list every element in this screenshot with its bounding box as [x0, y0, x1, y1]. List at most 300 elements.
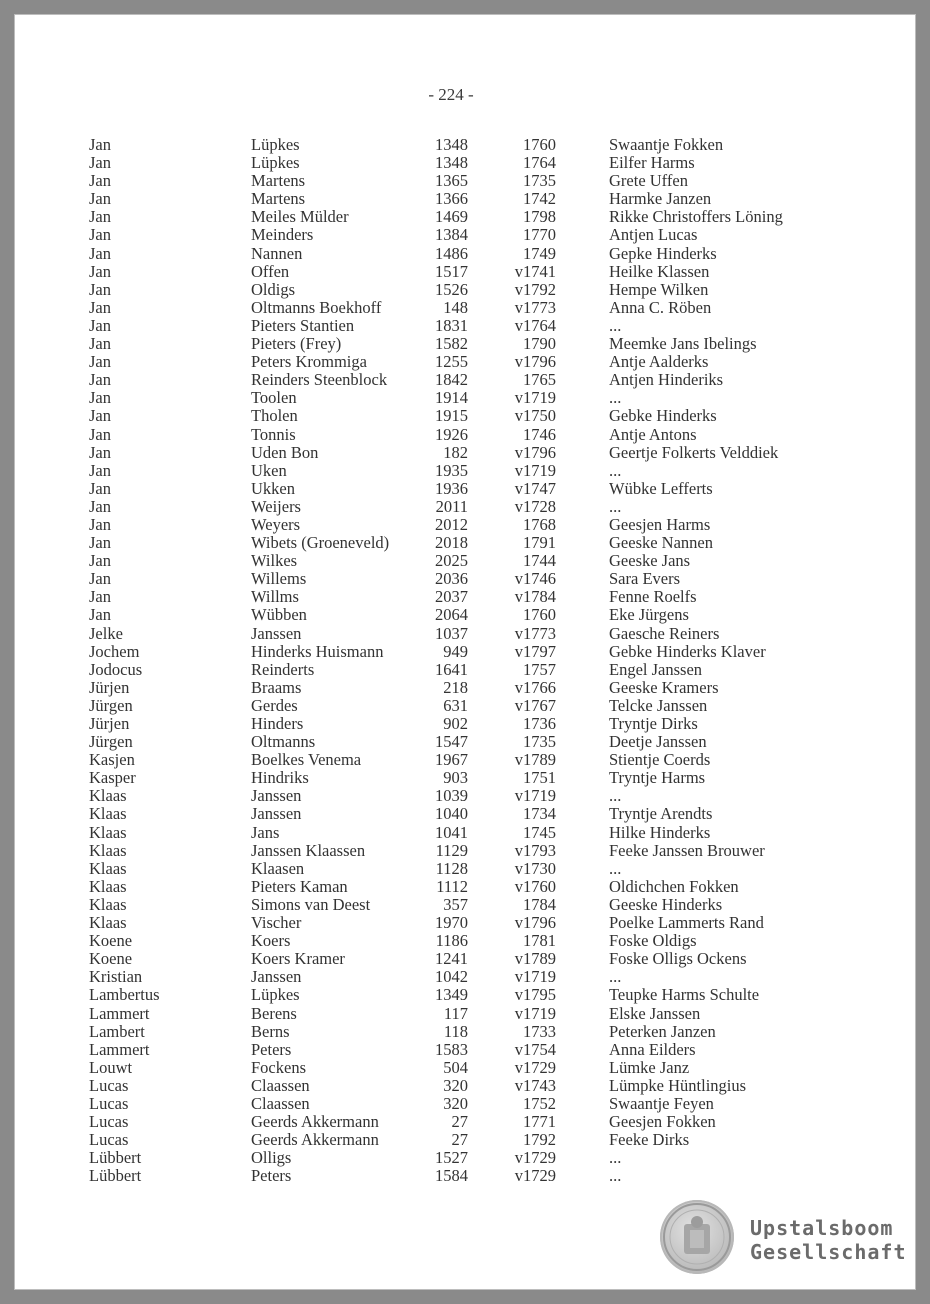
record-number: 1526 — [435, 279, 468, 299]
record-number: 2018 — [435, 533, 468, 553]
list-item — [14, 914, 916, 932]
first-name: Jan — [89, 569, 111, 589]
year: 1791 — [523, 533, 556, 553]
first-name: Jan — [89, 279, 111, 299]
list-item — [14, 208, 916, 226]
first-name: Jan — [89, 153, 111, 173]
first-name: Jan — [89, 460, 111, 480]
record-number: 182 — [443, 442, 468, 462]
list-item — [14, 570, 916, 588]
spouse-name: Heilke Klassen — [609, 261, 710, 281]
last-name: Toolen — [251, 388, 297, 408]
first-name: Lucas — [89, 1075, 129, 1095]
year: 1757 — [523, 659, 556, 679]
last-name: Pieters Kaman — [251, 876, 348, 896]
list-item — [14, 263, 916, 281]
spouse-name: Meemke Jans Ibelings — [609, 334, 757, 354]
spouse-name: Tryntje Dirks — [609, 714, 698, 733]
last-name: Meiles Mülder — [251, 207, 349, 227]
list-item — [14, 968, 916, 986]
year: v1729 — [514, 1148, 556, 1168]
first-name: Jan — [89, 207, 111, 227]
year: v1773 — [514, 297, 556, 317]
list-item — [14, 335, 916, 353]
record-number: 27 — [451, 1130, 468, 1150]
year: v1797 — [514, 641, 556, 661]
spouse-name: Oldichchen Fokken — [609, 876, 739, 896]
year: v1792 — [514, 279, 556, 299]
spouse-name: Teupke Harms Schulte — [609, 985, 760, 1005]
year: v1754 — [514, 1039, 556, 1059]
last-name: Uken — [251, 460, 287, 480]
first-name: Lucas — [89, 1093, 129, 1113]
last-name: Tonnis — [251, 424, 296, 444]
spouse-name: Antje Aalderks — [609, 352, 709, 372]
first-name: Jan — [89, 605, 111, 625]
first-name: Jan — [89, 297, 111, 317]
record-number: 1348 — [435, 153, 468, 173]
spouse-name: Fenne Roelfs — [609, 587, 697, 607]
first-name: Jan — [89, 442, 111, 462]
first-name: Jan — [89, 171, 111, 191]
last-name: Janssen — [251, 804, 302, 824]
first-name: Jan — [89, 551, 111, 571]
spouse-name: Harmke Janzen — [609, 189, 712, 209]
first-name: Kasjen — [89, 750, 135, 770]
last-name: Ukken — [251, 478, 295, 498]
spouse-name: Antjen Lucas — [609, 225, 698, 245]
first-name: Kristian — [89, 967, 143, 987]
record-number: 1527 — [435, 1148, 468, 1168]
year: 1735 — [523, 171, 556, 191]
first-name: Jan — [89, 315, 111, 335]
list-item — [14, 1149, 916, 1167]
year: v1784 — [514, 587, 556, 607]
first-name: Jan — [89, 370, 111, 390]
year: v1719 — [514, 388, 556, 408]
record-number: 27 — [451, 1112, 468, 1132]
last-name: Uden Bon — [251, 442, 319, 462]
year: v1773 — [514, 623, 556, 643]
first-name: Klaas — [89, 858, 127, 878]
year: v1729 — [514, 1057, 556, 1077]
year: 1742 — [523, 189, 556, 209]
list-item — [14, 498, 916, 516]
record-number: 1914 — [435, 388, 468, 408]
brand-line-2: Gesellschaft — [750, 1240, 907, 1264]
spouse-name: Poelke Lammerts Rand — [609, 913, 764, 933]
list-item — [14, 715, 916, 733]
last-name: Martens — [251, 171, 306, 191]
year: 1752 — [523, 1093, 556, 1113]
year: v1743 — [514, 1075, 556, 1095]
first-name: Jürgen — [89, 732, 133, 752]
record-number: 1365 — [435, 171, 468, 191]
spouse-name: Tryntje Arendts — [609, 804, 713, 824]
first-name: Jan — [89, 189, 111, 209]
spouse-name: Rikke Christoffers Löning — [609, 207, 783, 227]
list-item — [14, 824, 916, 842]
year: v1764 — [514, 315, 556, 335]
last-name: Berns — [251, 1021, 290, 1041]
spouse-name: Foske Oldigs — [609, 931, 697, 951]
record-number: 1915 — [435, 406, 468, 426]
first-name: Jan — [89, 533, 111, 553]
list-item — [14, 787, 916, 805]
record-number: 2064 — [435, 605, 468, 625]
last-name: Willems — [251, 569, 307, 589]
record-number: 2037 — [435, 587, 468, 607]
last-name: Koers — [251, 931, 291, 951]
record-number: 2036 — [435, 569, 468, 589]
first-name: Lucas — [89, 1130, 129, 1150]
year: 1771 — [523, 1112, 556, 1132]
record-number: 1842 — [435, 370, 468, 390]
spouse-name: Sara Evers — [609, 569, 681, 589]
year: 1760 — [523, 135, 556, 154]
year: 1781 — [523, 931, 556, 951]
record-number: 1547 — [435, 732, 468, 752]
year: v1750 — [514, 406, 556, 426]
spouse-name: Gebke Hinderks Klaver — [609, 641, 766, 661]
record-number: 320 — [443, 1093, 468, 1113]
year: 1784 — [523, 894, 556, 914]
record-number: 949 — [443, 641, 468, 661]
list-item — [14, 751, 916, 769]
record-number: 1641 — [435, 659, 468, 679]
list-item — [14, 317, 916, 335]
spouse-name: Foske Olligs Ockens — [609, 949, 747, 969]
year: v1796 — [514, 442, 556, 462]
year: v1789 — [514, 750, 556, 770]
spouse-name: Geeske Nannen — [609, 533, 713, 553]
spouse-name: Geeske Kramers — [609, 677, 719, 697]
list-item — [14, 534, 916, 552]
record-number: 504 — [443, 1057, 468, 1077]
first-name: Jürjen — [89, 714, 130, 733]
brand-text — [750, 1216, 907, 1264]
record-number: 1584 — [435, 1166, 468, 1186]
record-number: 1583 — [435, 1039, 468, 1059]
year: 1798 — [523, 207, 556, 227]
list-item — [14, 769, 916, 787]
year: 1770 — [523, 225, 556, 245]
last-name: Reinders Steenblock — [251, 370, 388, 390]
year: 1765 — [523, 370, 556, 390]
first-name: Jürgen — [89, 695, 133, 715]
first-name: Jan — [89, 135, 111, 154]
document-page — [14, 14, 916, 1290]
first-name: Jodocus — [89, 659, 143, 679]
spouse-name: Lümpke Hüntlingius — [609, 1075, 747, 1095]
year: 1735 — [523, 732, 556, 752]
year: v1760 — [514, 876, 556, 896]
list-item — [14, 353, 916, 371]
year: v1795 — [514, 985, 556, 1005]
list-item — [14, 1059, 916, 1077]
year: 1790 — [523, 334, 556, 354]
year: v1746 — [514, 569, 556, 589]
last-name: Berens — [251, 1003, 297, 1023]
first-name: Klaas — [89, 894, 127, 914]
list-item — [14, 1023, 916, 1041]
first-name: Jochem — [89, 641, 140, 661]
first-name: Lammert — [89, 1003, 150, 1023]
page-number: - 224 - — [428, 85, 474, 104]
list-item — [14, 1005, 916, 1023]
list-item — [14, 1131, 916, 1149]
spouse-name: ... — [609, 388, 622, 408]
last-name: Weijers — [251, 496, 301, 516]
list-item — [14, 697, 916, 715]
first-name: Jan — [89, 478, 111, 498]
spouse-name: Anna Eilders — [609, 1039, 696, 1059]
first-name: Klaas — [89, 876, 127, 896]
record-number: 1582 — [435, 334, 468, 354]
list-item — [14, 480, 916, 498]
record-number: 903 — [443, 768, 468, 788]
list-item — [14, 1077, 916, 1095]
spouse-name: Hilke Hinderks — [609, 822, 711, 842]
spouse-name: Geesjen Fokken — [609, 1112, 716, 1132]
record-number: 1040 — [435, 804, 468, 824]
record-number: 1241 — [435, 949, 468, 969]
spouse-name: Gebke Hinderks — [609, 406, 717, 426]
record-number: 1039 — [435, 786, 468, 806]
spouse-name: Deetje Janssen — [609, 732, 707, 752]
first-name: Jelke — [89, 623, 123, 643]
spouse-name: ... — [609, 786, 622, 806]
year: v1796 — [514, 913, 556, 933]
record-number: 1041 — [435, 822, 468, 842]
last-name: Pieters (Frey) — [251, 334, 342, 354]
year: v1719 — [514, 1003, 556, 1023]
last-name: Simons van Deest — [251, 894, 371, 914]
year: v1728 — [514, 496, 556, 516]
list-item — [14, 643, 916, 661]
spouse-name: Geeske Hinderks — [609, 894, 723, 914]
record-number: 1255 — [435, 352, 468, 372]
first-name: Klaas — [89, 804, 127, 824]
spouse-name: Geesjen Harms — [609, 514, 711, 534]
last-name: Olligs — [251, 1148, 292, 1168]
record-number: 148 — [443, 297, 468, 317]
record-number: 1469 — [435, 207, 468, 227]
spouse-name: Geeske Jans — [609, 551, 691, 571]
last-name: Peters — [251, 1039, 292, 1059]
list-item — [14, 190, 916, 208]
spouse-name: Elske Janssen — [609, 1003, 701, 1023]
last-name: Jans — [251, 822, 280, 842]
last-name: Willms — [251, 587, 299, 607]
spouse-name: ... — [609, 967, 622, 987]
list-item — [14, 1095, 916, 1113]
year: v1793 — [514, 840, 556, 860]
spouse-name: ... — [609, 858, 622, 878]
record-number: 1486 — [435, 243, 468, 263]
list-item — [14, 281, 916, 299]
spouse-name: ... — [609, 1166, 622, 1186]
last-name: Lüpkes — [251, 985, 300, 1005]
first-name: Lübbert — [89, 1166, 142, 1186]
first-name: Jan — [89, 261, 111, 281]
year: v1719 — [514, 786, 556, 806]
year: 1768 — [523, 514, 556, 534]
first-name: Jan — [89, 334, 111, 354]
first-name: Klaas — [89, 840, 127, 860]
record-number: 1366 — [435, 189, 468, 209]
spouse-name: Grete Uffen — [609, 171, 688, 191]
record-number: 357 — [443, 894, 468, 914]
record-number: 1128 — [435, 858, 468, 878]
list-item — [14, 733, 916, 751]
record-number: 902 — [443, 714, 468, 733]
last-name: Janssen Klaassen — [251, 840, 366, 860]
last-name: Geerds Akkermann — [251, 1112, 379, 1132]
spouse-name: Feeke Dirks — [609, 1130, 690, 1150]
spouse-name: Swaantje Fokken — [609, 135, 724, 154]
last-name: Claassen — [251, 1093, 310, 1113]
last-name: Meinders — [251, 225, 314, 245]
year: 1764 — [523, 153, 556, 173]
last-name: Braams — [251, 677, 302, 697]
record-number: 1112 — [436, 876, 468, 896]
record-number: 1831 — [435, 315, 468, 335]
first-name: Louwt — [89, 1057, 133, 1077]
first-name: Jan — [89, 406, 111, 426]
list-item — [14, 842, 916, 860]
last-name: Peters — [251, 1166, 292, 1186]
last-name: Oltmanns Boekhoff — [251, 297, 382, 317]
record-number: 1926 — [435, 424, 468, 444]
list-item — [14, 136, 916, 154]
year: v1719 — [514, 460, 556, 480]
list-item — [14, 407, 916, 425]
first-name: Jan — [89, 352, 111, 372]
last-name: Nannen — [251, 243, 303, 263]
year: v1747 — [514, 478, 556, 498]
last-name: Boelkes Venema — [251, 750, 362, 770]
spouse-name: Swaantje Feyen — [609, 1093, 714, 1113]
last-name: Offen — [251, 261, 290, 281]
spouse-name: Geertje Folkerts Velddiek — [609, 442, 779, 462]
spouse-name: Hempe Wilken — [609, 279, 709, 299]
list-item — [14, 896, 916, 914]
spouse-name: Gepke Hinderks — [609, 243, 717, 263]
list-item — [14, 516, 916, 534]
spouse-name: ... — [609, 496, 622, 516]
year: 1733 — [523, 1021, 556, 1041]
seal-icon — [660, 1200, 734, 1274]
record-number: 2025 — [435, 551, 468, 571]
year: v1729 — [514, 1166, 556, 1186]
record-number: 1936 — [435, 478, 468, 498]
list-item — [14, 661, 916, 679]
list-item — [14, 172, 916, 190]
record-number: 218 — [443, 677, 468, 697]
spouse-name: ... — [609, 1148, 622, 1168]
last-name: Hindriks — [251, 768, 309, 788]
list-item — [14, 444, 916, 462]
year: 1760 — [523, 605, 556, 625]
spouse-name: Tryntje Harms — [609, 768, 706, 788]
list-item — [14, 588, 916, 606]
last-name: Wübben — [251, 605, 307, 625]
list-item — [14, 226, 916, 244]
record-number: 320 — [443, 1075, 468, 1095]
last-name: Janssen — [251, 786, 302, 806]
list-item — [14, 625, 916, 643]
record-number: 117 — [443, 1003, 468, 1023]
year: v1730 — [514, 858, 556, 878]
first-name: Koene — [89, 931, 133, 951]
list-item — [14, 805, 916, 823]
record-number: 1935 — [435, 460, 468, 480]
first-name: Jan — [89, 424, 111, 444]
spouse-name: Antjen Hinderiks — [609, 370, 724, 390]
list-item — [14, 371, 916, 389]
spouse-name: Eilfer Harms — [609, 153, 695, 173]
first-name: Jan — [89, 388, 111, 408]
list-item — [14, 462, 916, 480]
last-name: Reinderts — [251, 659, 315, 679]
first-name: Kasper — [89, 768, 136, 788]
list-item — [14, 1167, 916, 1185]
first-name: Jan — [89, 587, 111, 607]
list-item — [14, 299, 916, 317]
record-number: 1970 — [435, 913, 468, 933]
record-number: 1042 — [435, 967, 468, 987]
first-name: Koene — [89, 949, 133, 969]
list-item — [14, 606, 916, 624]
last-name: Hinderks Huismann — [251, 641, 384, 661]
list-item — [14, 878, 916, 896]
spouse-name: Telcke Janssen — [609, 695, 708, 715]
last-name: Tholen — [251, 406, 298, 426]
last-name: Martens — [251, 189, 306, 209]
last-name: Klaasen — [251, 858, 305, 878]
first-name: Jan — [89, 225, 111, 245]
spouse-name: Peterken Janzen — [609, 1021, 716, 1041]
spouse-name: Engel Janssen — [609, 659, 703, 679]
record-number: 118 — [443, 1021, 468, 1041]
first-name: Lammert — [89, 1039, 150, 1059]
spouse-name: Feeke Janssen Brouwer — [609, 840, 765, 860]
last-name: Oltmanns — [251, 732, 316, 752]
last-name: Weyers — [251, 514, 301, 534]
record-number: 631 — [443, 695, 468, 715]
year: 1792 — [523, 1130, 556, 1150]
record-number: 1129 — [435, 840, 468, 860]
last-name: Peters Krommiga — [251, 352, 367, 372]
list-item — [14, 245, 916, 263]
last-name: Oldigs — [251, 279, 296, 299]
first-name: Lambertus — [89, 985, 160, 1005]
record-number: 1517 — [435, 261, 468, 281]
year: v1767 — [514, 695, 556, 715]
last-name: Koers Kramer — [251, 949, 345, 969]
year: 1734 — [523, 804, 556, 824]
last-name: Wilkes — [251, 551, 298, 571]
list-item — [14, 986, 916, 1004]
last-name: Fockens — [251, 1057, 306, 1077]
last-name: Pieters Stantien — [251, 315, 355, 335]
year: v1741 — [514, 261, 556, 281]
first-name: Lambert — [89, 1021, 145, 1041]
spouse-name: Lümke Janz — [609, 1057, 690, 1077]
first-name: Klaas — [89, 822, 127, 842]
last-name: Lüpkes — [251, 135, 300, 154]
